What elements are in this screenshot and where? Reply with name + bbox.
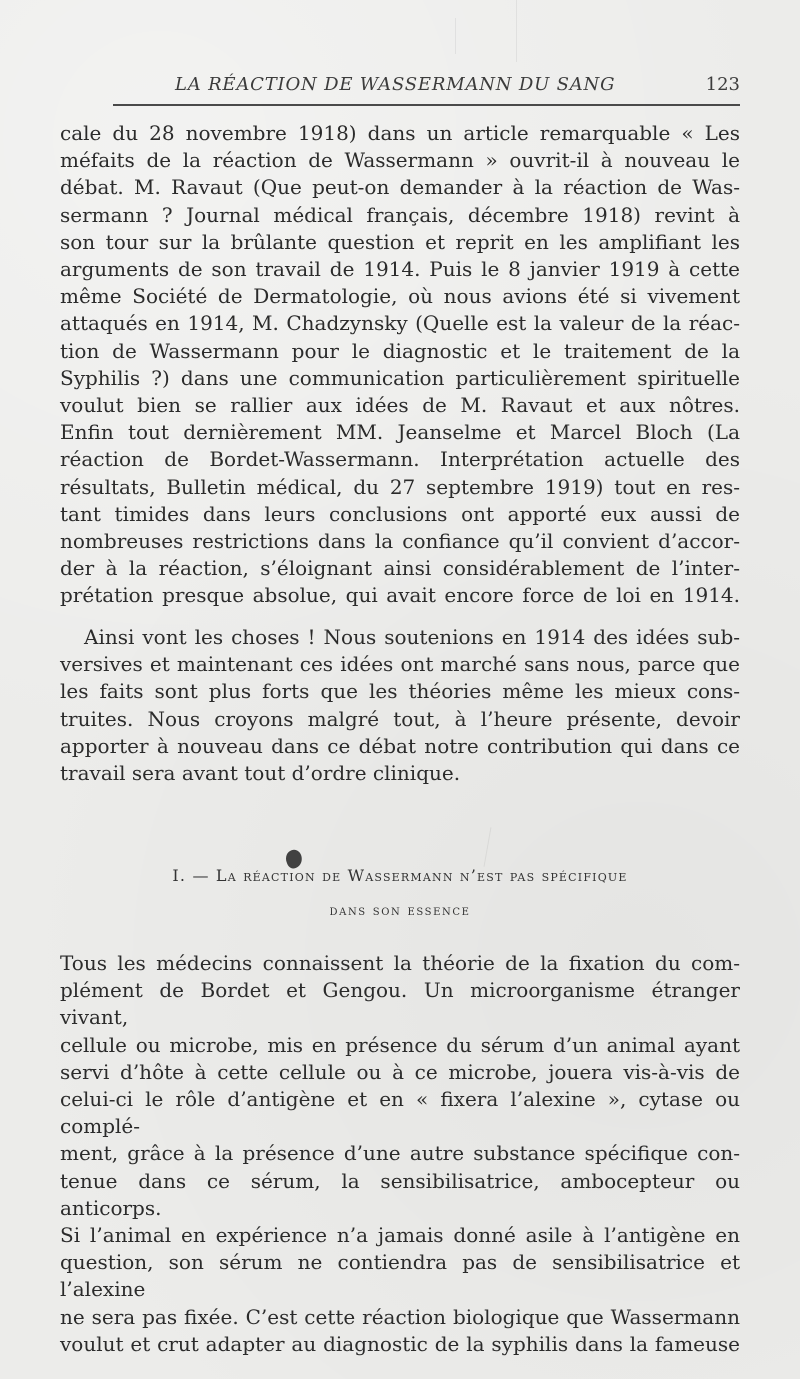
paragraph-line: voulut et crut adapter au diagnostic de la syphilis dans la fameuse <box>60 1331 740 1356</box>
paragraph-line: voulut bien se rallier aux idées de M. Ravaut et aux nôtres. <box>60 393 740 418</box>
paragraph-line: arguments de son travail de 1914. Puis le 8 janvier 1919 à cette <box>60 257 740 282</box>
section-heading: I. — La réaction de Wassermann n’est pas spécifique <box>172 866 628 885</box>
page-header <box>60 74 740 104</box>
header-rule <box>113 104 740 106</box>
paragraph-line: Syphilis ?) dans une communication particulièrement spirituelle <box>60 365 740 390</box>
paragraph-line: truites. Nous croyons malgré tout, à l’heure présente, devoir <box>60 706 740 731</box>
paragraph-line: sermann ? Journal médical français, décembre 1918) revint à <box>60 202 740 227</box>
paragraph-line: ne sera pas fixée. C’est cette réaction biologique que Wassermann <box>60 1304 740 1329</box>
paragraph-line: son tour sur la brûlante question et reprit en les amplifiant les <box>60 229 740 254</box>
paragraph-line: cale du 28 novembre 1918) dans un article remarquable « Les <box>60 121 740 145</box>
scan-mark <box>484 827 492 867</box>
paragraph-line: prétation presque absolue, qui avait encore force de loi en 1914. <box>60 583 740 608</box>
paragraph-line: question, son sérum ne contiendra pas de sensibilisatrice et l’alexine <box>60 1250 740 1302</box>
paragraph-line: travail sera avant tout d’ordre clinique. <box>60 761 461 786</box>
paragraph-line: réaction de Bordet-Wassermann. Interprétation actuelle des <box>60 447 740 472</box>
page-number: 123 <box>705 74 740 95</box>
paragraph-line: méfaits de la réaction de Wassermann » ouvrit-il à nouveau le <box>60 148 740 173</box>
paragraph-line: débat. M. Ravaut (Que peut-on demander à la réaction de Was- <box>60 175 740 200</box>
section-subheading: dans son essence <box>329 903 471 919</box>
paragraph-line: tant timides dans leurs conclusions ont apporté eux aussi de <box>60 501 740 526</box>
paragraph-line: cellule ou microbe, mis en présence du sérum d’un animal ayant <box>60 1032 740 1057</box>
paragraph-line: plément de Bordet et Gengou. Un microorganisme étranger vivant, <box>60 978 740 1030</box>
scan-mark <box>455 18 456 54</box>
paragraph-line: résultats, Bulletin médical, du 27 septembre 1919) tout en res- <box>60 474 740 499</box>
paragraph-1 <box>60 120 740 610</box>
paragraph-line: les faits sont plus forts que les théories même les mieux cons- <box>60 679 740 704</box>
paragraph-line: même Société de Dermatologie, où nous avions été si vivement <box>60 284 740 309</box>
paragraph-line: Tous les médecins connaissent la théorie de la fixation du com- <box>60 951 740 975</box>
scan-mark <box>516 0 517 62</box>
paragraph-line: tenue dans ce sérum, la sensibilisatrice, ambocepteur ou anticorps. <box>60 1168 740 1220</box>
running-title: LA RÉACTION DE WASSERMANN DU SANG <box>175 74 616 95</box>
paragraph-line: Ainsi vont les choses ! Nous soutenions en 1914 des idées sub- <box>84 625 740 649</box>
paragraph-line: servi d’hôte à cette cellule ou à ce microbe, jouera vis-à-vis de <box>60 1059 740 1084</box>
paragraph-line: nombreuses restrictions dans la confiance qu’il convient d’accor- <box>60 529 740 554</box>
paragraph-line: tion de Wassermann pour le diagnostic et le traitement de la <box>60 338 740 363</box>
paragraph-2 <box>60 624 740 787</box>
paragraph-line: ment, grâce à la présence d’une autre substance spécifique con- <box>60 1141 740 1166</box>
paragraph-line: attaqués en 1914, M. Chadzynsky (Quelle est la valeur de la réac- <box>60 311 740 336</box>
paragraph-line: der à la réaction, s’éloignant ainsi considérablement de l’inter- <box>60 556 740 581</box>
paragraph-line: versives et maintenant ces idées ont marché sans nous, parce que <box>60 652 740 677</box>
paragraph-line: apporter à nouveau dans ce débat notre contribution qui dans ce <box>60 733 740 758</box>
paragraph-3 <box>60 950 740 1358</box>
paragraph-line: Si l’animal en expérience n’a jamais donné asile à l’antigène en <box>60 1223 740 1248</box>
paragraph-line: celui-ci le rôle d’antigène et en « fixera l’alexine », cytase ou complé- <box>60 1087 740 1139</box>
paragraph-line: Enfin tout dernièrement MM. Jeanselme et Marcel Bloch (La <box>60 420 740 445</box>
